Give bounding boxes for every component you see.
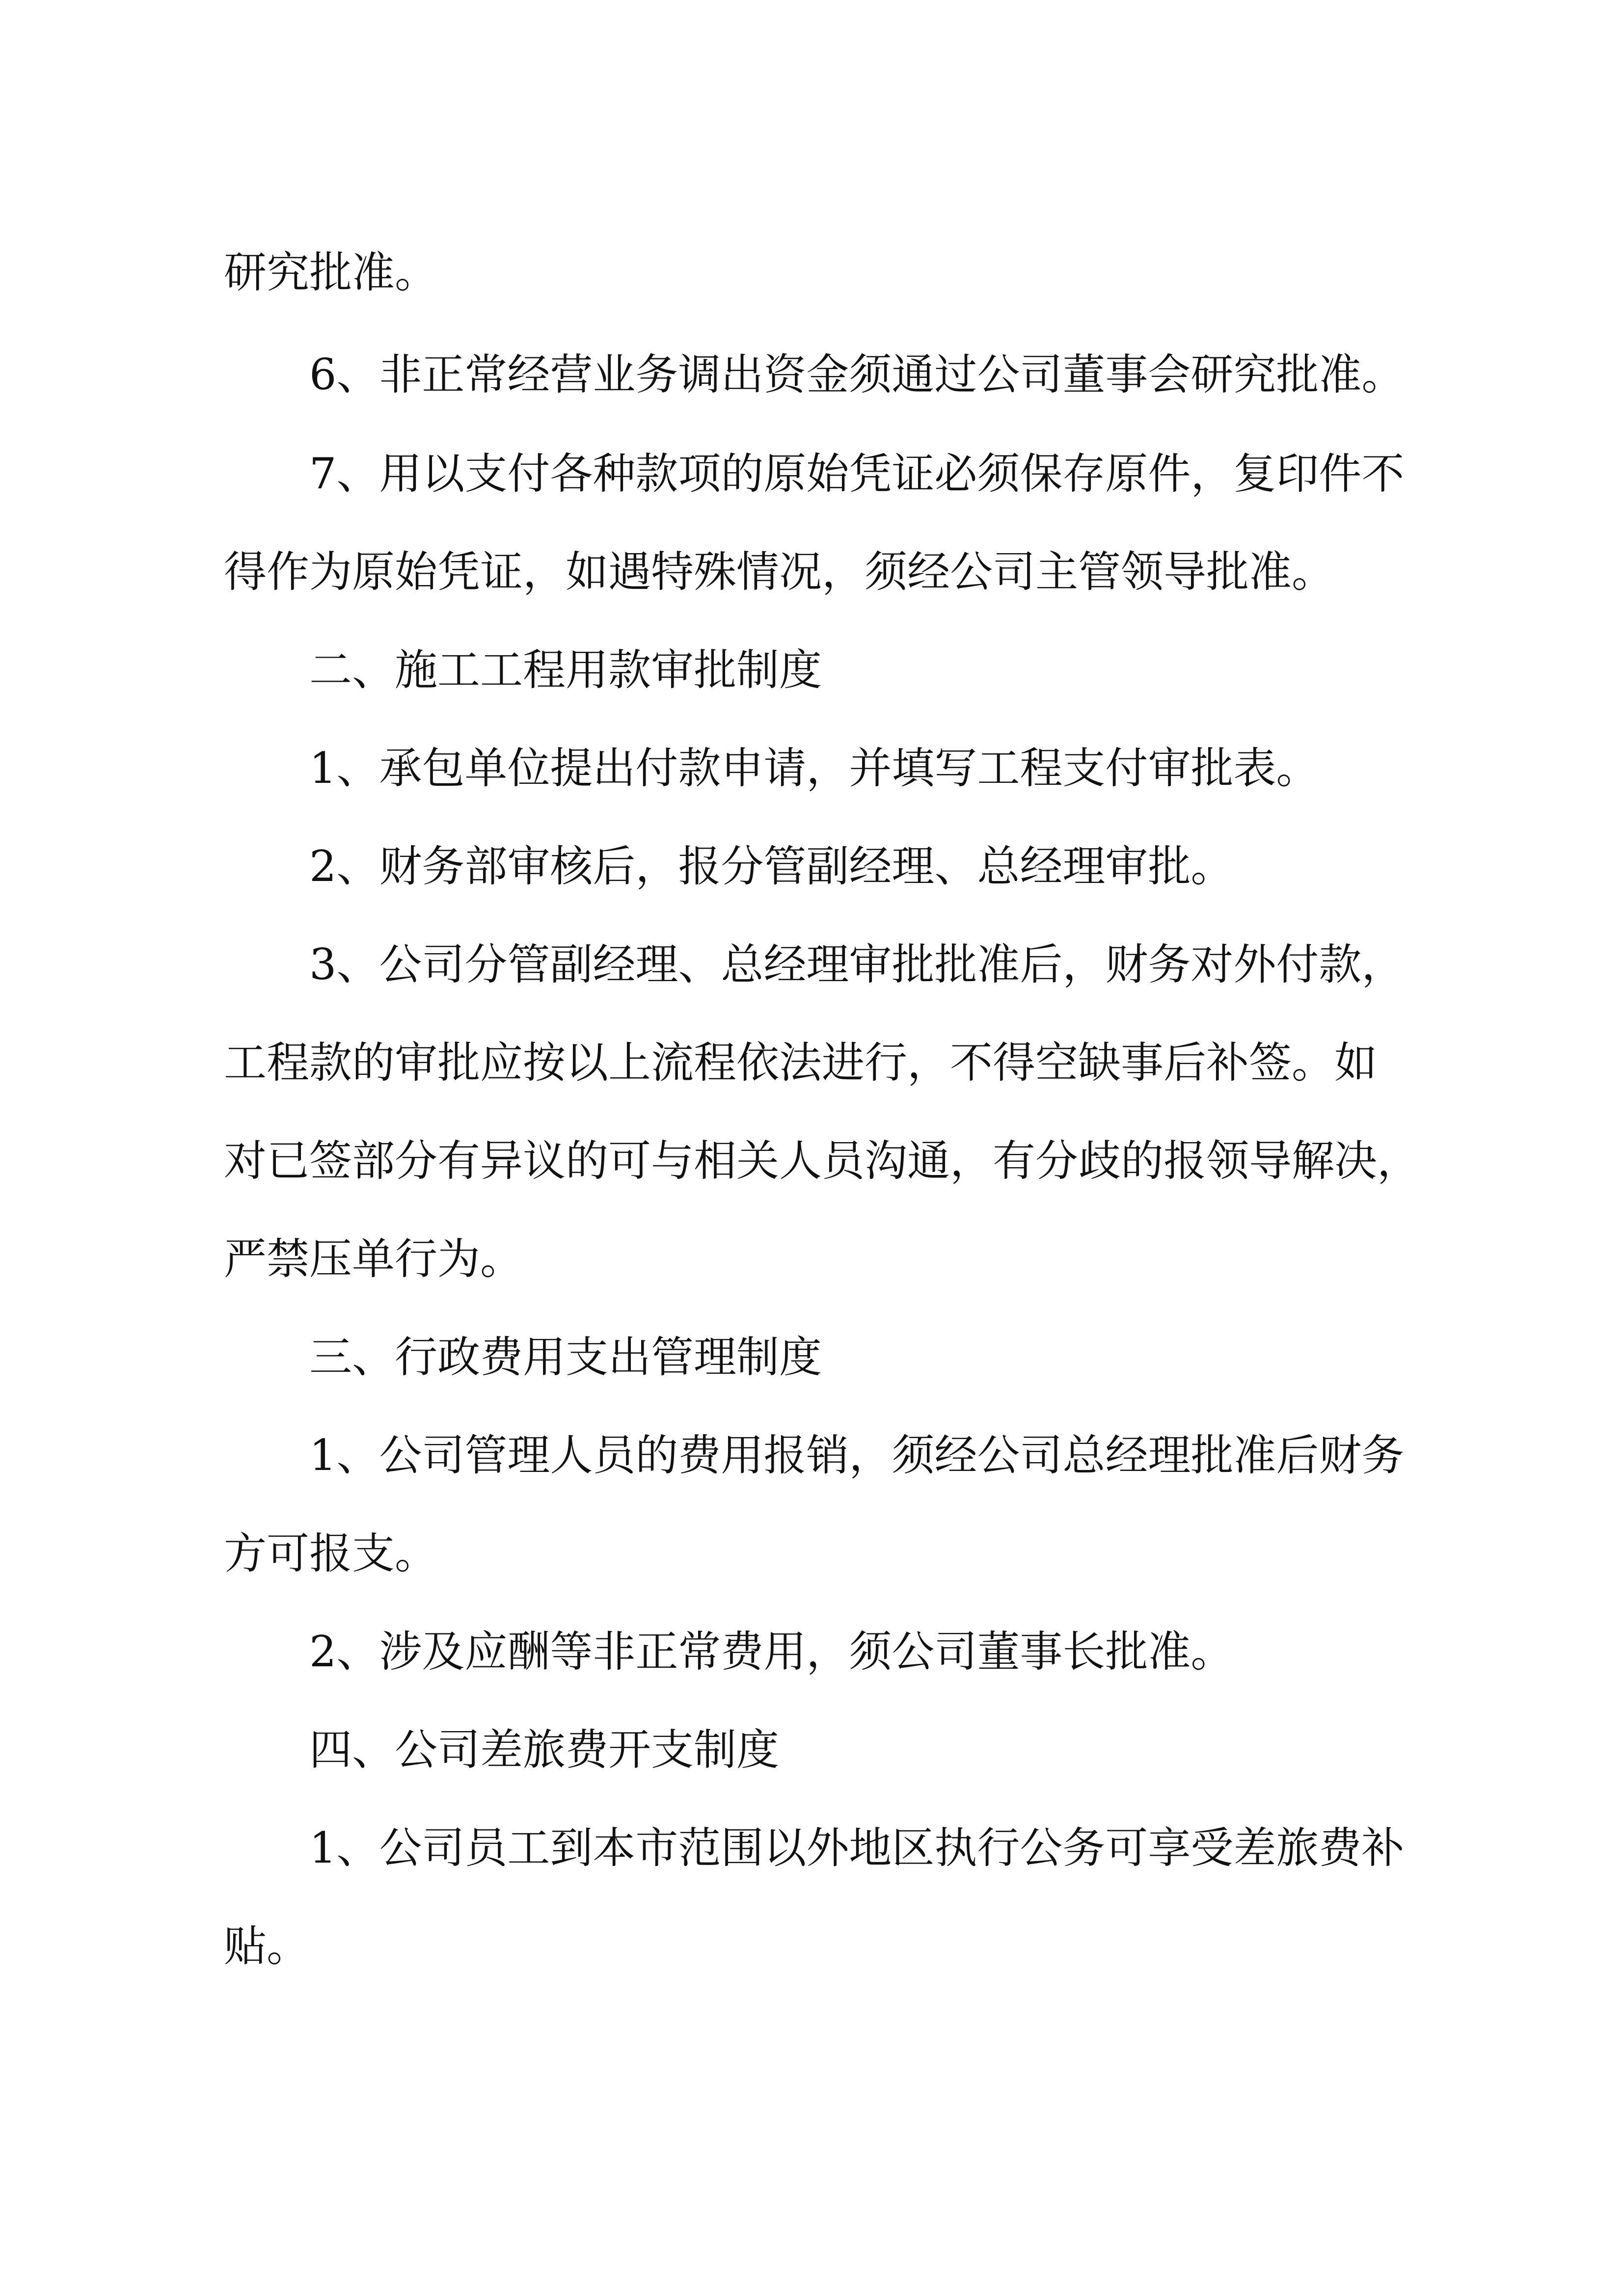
text-line: 对已签部分有异议的可与相关人员沟通，有分歧的报领导解决， <box>224 1136 1420 1186</box>
list-item-7: 7、用以支付各种款项的原始凭证必须保存原件，复印件不 <box>309 449 1405 499</box>
text-line: 得作为原始凭证，如遇特殊情况，须经公司主管领导批准。 <box>224 547 1334 597</box>
text-line: 严禁压单行为。 <box>224 1234 523 1284</box>
list-item-1: 1、承包单位提出付款申请，并填写工程支付审批表。 <box>309 743 1319 793</box>
text-line: 工程款的审批应按以上流程依法进行，不得空缺事后补签。如 <box>224 1038 1377 1088</box>
list-item-1: 1、公司员工到本市范围以外地区执行公务可享受差旅费补 <box>309 1823 1405 1873</box>
text-line: 研究批准。 <box>224 247 437 297</box>
list-item-3: 3、公司分管副经理、总经理审批批准后，财务对外付款， <box>309 939 1405 989</box>
list-item-2: 2、财务部审核后，报分管副经理、总经理审批。 <box>309 841 1234 891</box>
list-item-2: 2、涉及应酬等非正常费用，须公司董事长批准。 <box>309 1627 1234 1677</box>
section-heading-4: 四、公司差旅费开支制度 <box>309 1725 779 1775</box>
list-item-6: 6、非正常经营业务调出资金须通过公司董事会研究批准。 <box>309 349 1405 400</box>
section-heading-3: 三、行政费用支出管理制度 <box>309 1332 822 1382</box>
text-line: 方可报支。 <box>224 1528 437 1578</box>
text-line: 贴。 <box>224 1921 309 1971</box>
section-heading-2: 二、施工工程用款审批制度 <box>309 645 822 695</box>
list-item-1: 1、公司管理人员的费用报销，须经公司总经理批准后财务 <box>309 1430 1405 1480</box>
